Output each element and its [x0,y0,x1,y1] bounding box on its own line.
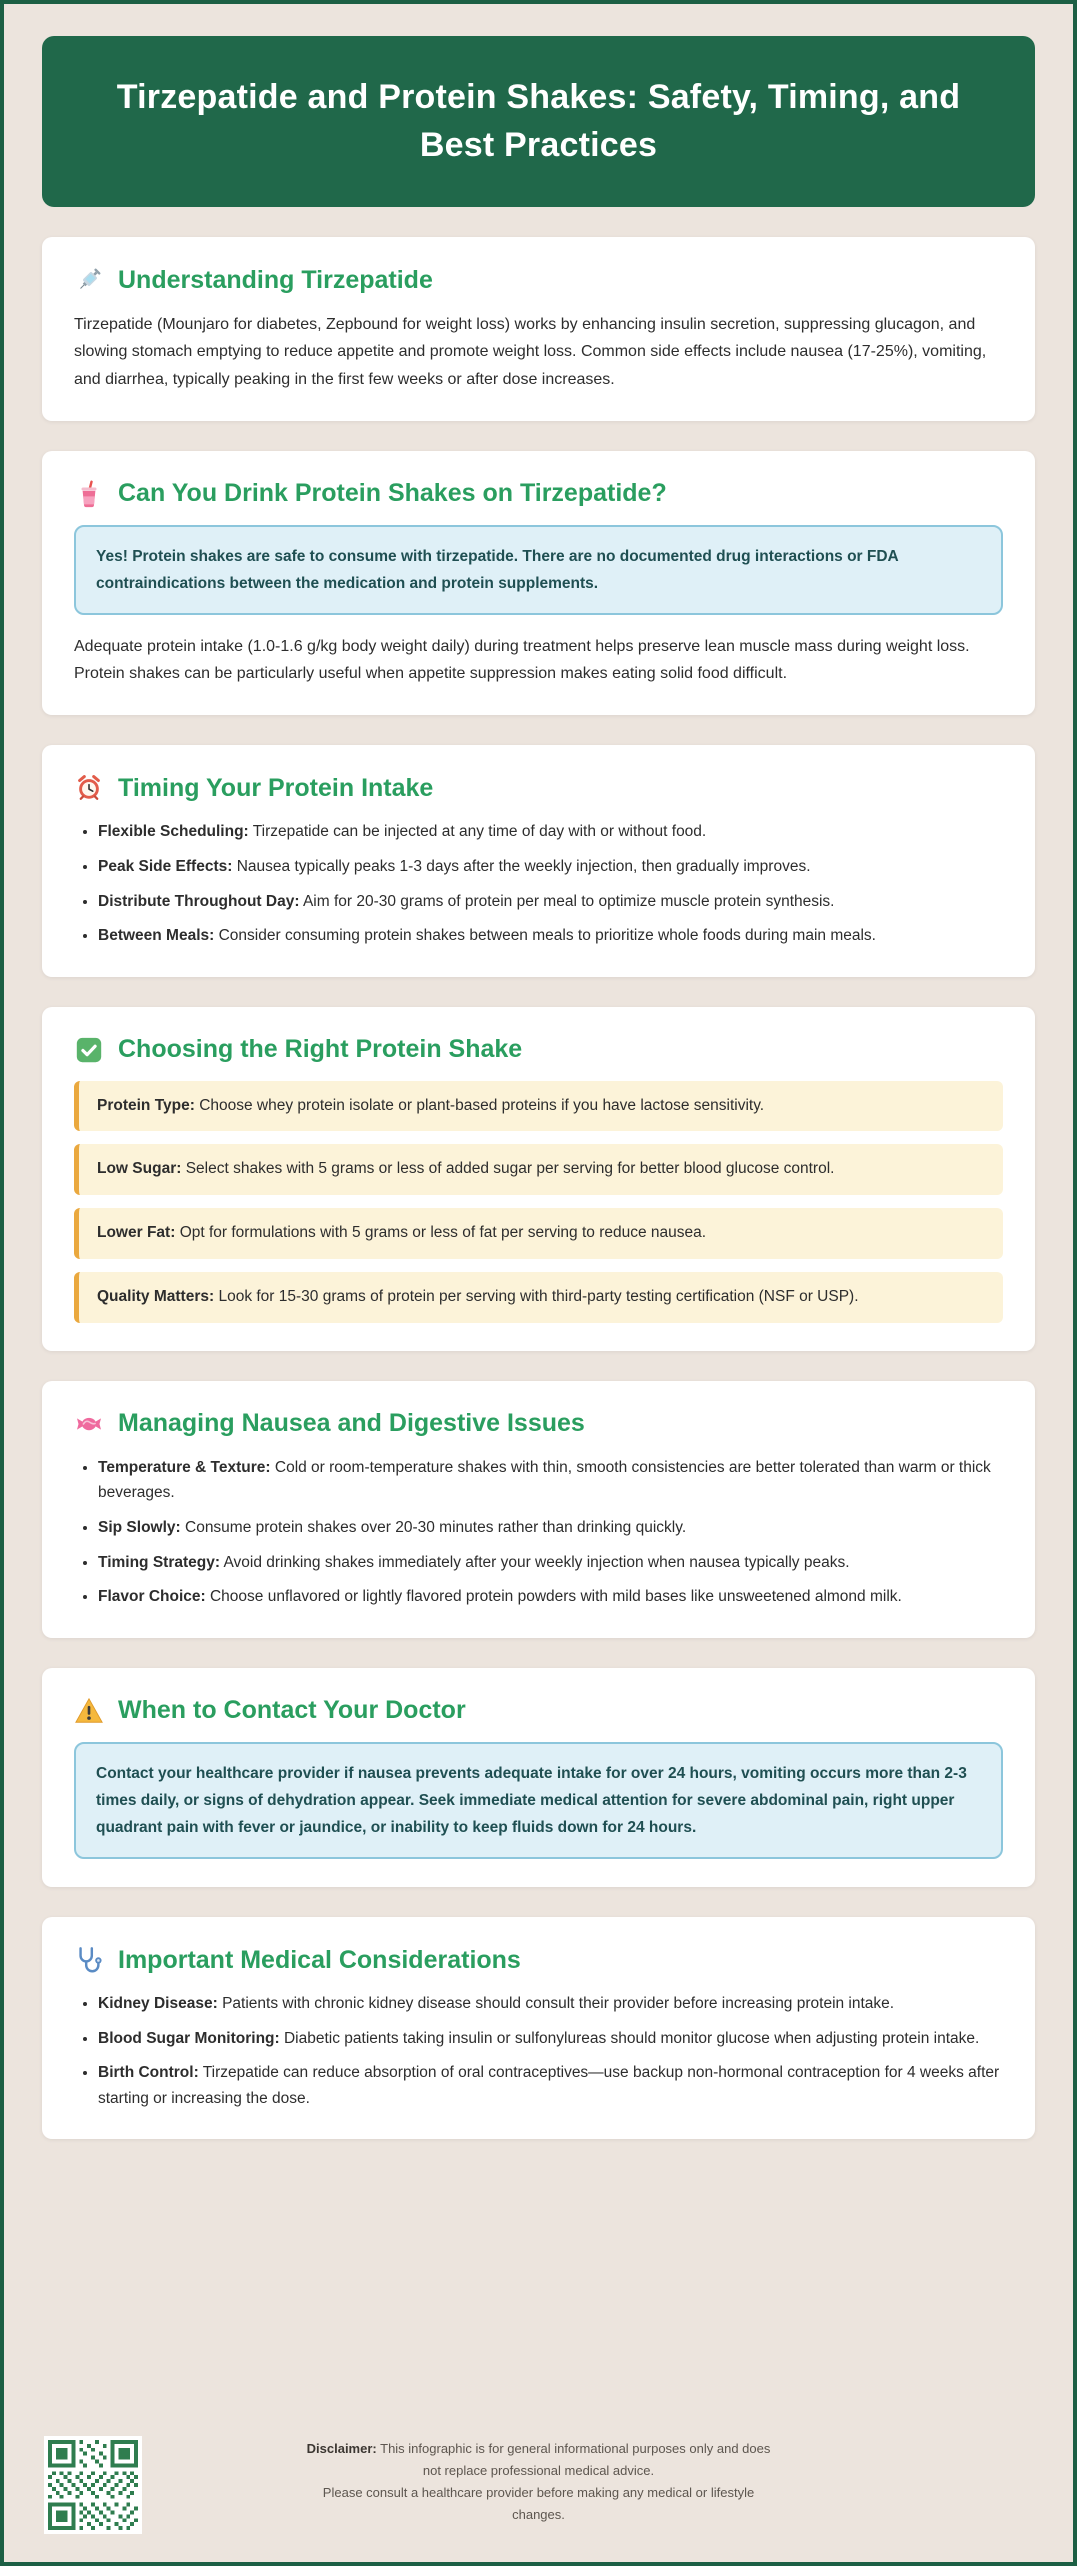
list-item-text: Tirzepatide can be injected at any time of day with or without food. [252,823,707,841]
highlight-text: Opt for formulations with 5 grams or less of fat per serving to reduce nausea. [179,1224,707,1242]
warning-icon [74,1696,104,1726]
highlight-lead: Low Sugar: [97,1160,182,1178]
check-icon [74,1035,104,1065]
list-item-text: Tirzepatide can reduce absorption of oral contraceptives—use backup non-hormonal contraception for 4 weeks after starting or increasing the dose. [98,2064,1000,2107]
medical-list [74,1991,1003,2111]
list-item-lead: Timing Strategy: [98,1553,221,1571]
timing-list [74,819,1003,948]
list-item [98,1550,1003,1576]
highlight-lead: Quality Matters: [97,1288,215,1306]
page-header [42,36,1035,207]
section-title-row [74,773,1003,803]
safety-callout: Yes! Protein shakes are safe to consume with tirzepatide. There are no documented drug interactions or FDA contraindications between the medication and protein supplements. [74,525,1003,615]
list-item-text: Choose unflavored or lightly flavored protein powders with mild bases like unsweetened almond milk. [209,1588,902,1606]
highlight-text: Look for 15-30 grams of protein per serving with third-party testing certification (NSF or USP). [218,1288,859,1306]
list-item [98,923,1003,949]
section-timing-protein-intake [42,745,1035,976]
section-contact-doctor [42,1668,1035,1887]
highlight-box [74,1272,1003,1323]
section-choosing-protein-shake [42,1007,1035,1351]
disclaimer [299,2438,779,2526]
list-item-text: Patients with chronic kidney disease should consult their provider before increasing protein intake. [222,1995,895,2012]
section-title-row [74,265,1003,295]
section-title-text: Important Medical Considerations [118,1945,521,1974]
content [42,237,1035,2169]
syringe-icon [74,265,104,295]
list-item-lead: Kidney Disease: [98,1995,218,2012]
section-title-text: Managing Nausea and Digestive Issues [118,1409,585,1438]
section-title-text: Choosing the Right Protein Shake [118,1035,523,1064]
highlight-lead: Lower Fat: [97,1224,176,1242]
doctor-callout: Contact your healthcare provider if nausea prevents adequate intake for over 24 hours, vomiting occurs more than 2-3 times daily, or signs of dehydration appear. Seek immediate medical attention for severe abdominal pain, right upper quadrant pain with fever or jaundice, or inability to keep fluids down for 24 hours. [74,1742,1003,1859]
highlight-box [74,1208,1003,1259]
page-footer [42,2414,1035,2542]
section-paragraph: Tirzepatide (Mounjaro for diabetes, Zepbound for weight loss) works by enhancing insulin secretion, suppressing glucagon, and slowing stomach emptying to reduce appetite and promote weight loss. Common side effects include nausea (17-25%), vomiting, and diarrhea, typically peaking in the first few weeks or after dose increases. [74,316,987,388]
highlight-box [74,1144,1003,1195]
stethoscope-icon [74,1945,104,1975]
highlight-text: Choose whey protein isolate or plant-based proteins if you have lactose sensitivity. [199,1096,765,1114]
section-paragraph: Adequate protein intake (1.0-1.6 g/kg body weight daily) during treatment helps preserve lean muscle mass during weight loss. Protein shakes can be particularly useful when appetite suppression makes eating solid food difficult. [74,638,970,683]
list-item [98,1991,1003,2017]
list-item-text: Cold or room-temperature shakes with thin, smooth consistencies are better tolerated than warm or thick beverages. [98,1458,991,1502]
alarm-clock-icon [74,773,104,803]
list-item-lead: Sip Slowly: [98,1518,181,1536]
section-protein-shakes-safety [42,451,1035,716]
list-item [98,1515,1003,1541]
section-title-text: When to Contact Your Doctor [118,1696,466,1725]
list-item-text: Consume protein shakes over 20-30 minutes rather than drinking quickly. [185,1518,687,1536]
section-title-row [74,1035,1003,1065]
list-item [98,1584,1003,1610]
list-item [98,1455,1003,1506]
list-item [98,819,1003,845]
list-item [98,2026,1003,2052]
nausea-list [74,1455,1003,1610]
section-title-row [74,1409,1003,1439]
list-item-text: Consider consuming protein shakes between meals to prioritize whole foods during main meals. [218,927,876,945]
list-item [98,889,1003,915]
page-title: Tirzepatide and Protein Shakes: Safety, Timing, and Best Practices [116,78,961,164]
list-item-lead: Distribute Throughout Day: [98,892,300,910]
list-item-text: Avoid drinking shakes immediately after your weekly injection when nausea typically peaks. [223,1553,850,1571]
list-item-text: Diabetic patients taking insulin or sulfonylureas should monitor glucose when adjusting protein intake. [283,2029,980,2047]
section-title-text: Understanding Tirzepatide [118,265,433,294]
list-item-lead: Birth Control: [98,2064,199,2082]
disclaimer-line1 [299,2438,779,2482]
qr-code [44,2436,142,2534]
section-medical-considerations [42,1917,1035,2139]
disclaimer-label: Disclaimer: [306,2440,377,2456]
section-title-row [74,1696,1003,1726]
section-title-text: Can You Drink Protein Shakes on Tirzepatide? [118,479,667,508]
list-item [98,2060,1003,2111]
list-item-lead: Flexible Scheduling: [98,823,249,841]
list-item-lead: Peak Side Effects: [98,857,233,875]
list-item [98,854,1003,880]
list-item-lead: Temperature & Texture: [98,1458,271,1476]
list-item-lead: Flavor Choice: [98,1588,206,1606]
disclaimer-line2: Please consult a healthcare provider before making any medical or lifestyle changes. [322,2484,755,2522]
section-title-text: Timing Your Protein Intake [118,773,434,802]
disclaimer-text: This infographic is for general informational purposes only and does not replace professional medical advice. [380,2440,771,2478]
list-item-lead: Between Meals: [98,927,215,945]
candy-icon [74,1409,104,1439]
list-item-text: Aim for 20-30 grams of protein per meal to optimize muscle protein synthesis. [302,892,835,910]
section-managing-nausea [42,1381,1035,1638]
list-item-lead: Blood Sugar Monitoring: [98,2029,280,2047]
list-item-text: Nausea typically peaks 1-3 days after the weekly injection, then gradually improves. [236,857,811,875]
highlight-lead: Protein Type: [97,1096,195,1114]
section-understanding-tirzepatide [42,237,1035,421]
section-title-row [74,1945,1003,1975]
highlight-box [74,1081,1003,1132]
protein-shake-icon [74,479,104,509]
highlight-text: Select shakes with 5 grams or less of added sugar per serving for better blood glucose control. [185,1160,835,1178]
section-title-row [74,479,1003,509]
